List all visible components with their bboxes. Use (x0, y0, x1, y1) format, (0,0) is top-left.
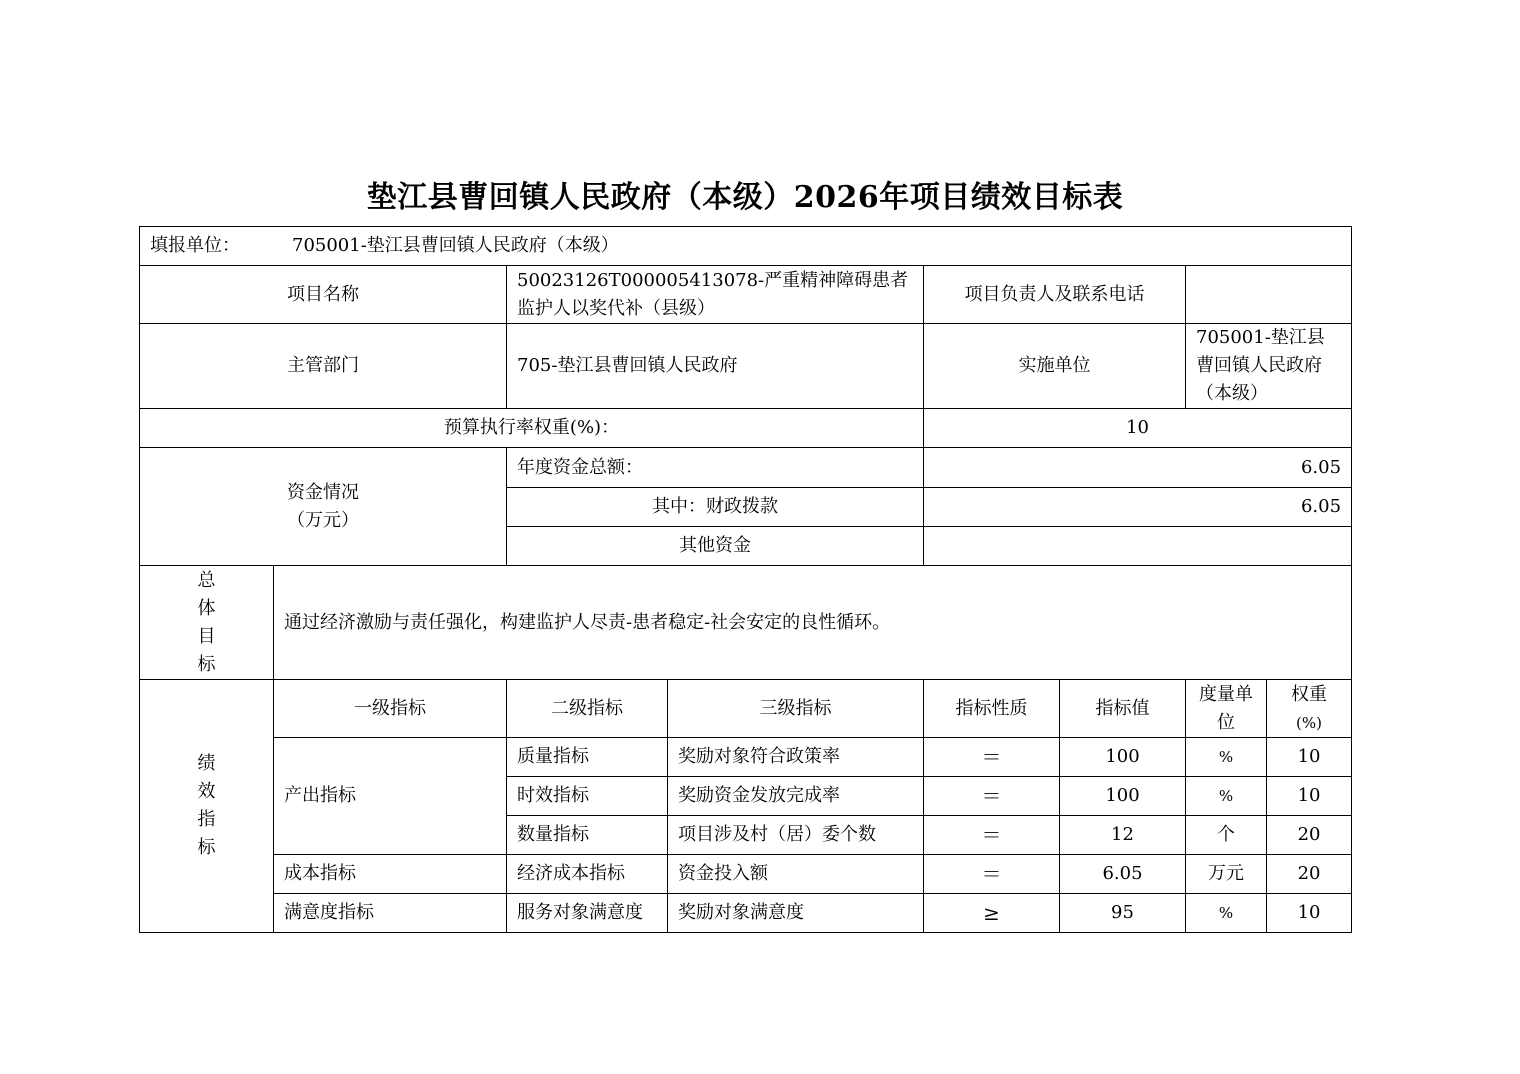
level1-output: 产出指标 (274, 738, 507, 855)
other-funds-value (924, 527, 1352, 566)
weight-cell: 20 (1267, 855, 1352, 894)
department-label: 主管部门 (140, 324, 507, 409)
level2-cell: 服务对象满意度 (507, 894, 668, 933)
annual-funds-row (140, 448, 1352, 488)
project-name-row (140, 266, 1352, 324)
unit-cell: 万元 (1186, 855, 1267, 894)
weight-cell: 20 (1267, 816, 1352, 855)
value-cell: 100 (1060, 777, 1186, 816)
overall-goal-row (140, 566, 1352, 680)
nature-cell: ＝ (924, 816, 1060, 855)
overall-goal-char: 总 (197, 569, 216, 591)
value-cell: 12 (1060, 816, 1186, 855)
level3-cell: 奖励资金发放完成率 (668, 777, 924, 816)
header-unit-line2: 位 (1217, 711, 1235, 733)
budget-weight-label: 预算执行率权重(%)： (140, 409, 924, 448)
nature-cell: ＝ (924, 855, 1060, 894)
annual-total-label: 年度资金总额： (507, 448, 924, 488)
indicator-row (140, 738, 1352, 777)
level2-cell: 质量指标 (507, 738, 668, 777)
indicators-char: 绩 (197, 753, 216, 774)
header-nature: 指标性质 (924, 680, 1060, 738)
value-cell: 6.05 (1060, 855, 1186, 894)
nature-cell: ≥ (924, 894, 1060, 933)
level3-cell: 奖励对象满意度 (668, 894, 924, 933)
funds-label-line1: 资金情况 (287, 481, 359, 503)
fill-unit-value: 705001-垫江县曹回镇人民政府（本级） (292, 235, 619, 256)
value-cell: 95 (1060, 894, 1186, 933)
level1-cost: 成本指标 (274, 855, 507, 894)
funds-label-line2: （万元） (287, 509, 359, 531)
indicators-label (140, 680, 274, 933)
funds-label (140, 448, 507, 566)
header-weight (1267, 680, 1352, 738)
header-unit-line1: 度量单 (1199, 683, 1253, 705)
unit-cell: % (1186, 777, 1267, 816)
weight-cell: 10 (1267, 738, 1352, 777)
department-row (140, 324, 1352, 409)
unit-cell: % (1186, 894, 1267, 933)
indicators-char: 效 (197, 781, 216, 802)
header-value: 指标值 (1060, 680, 1186, 738)
fiscal-value: 6.05 (924, 488, 1352, 527)
annual-total-value: 6.05 (924, 448, 1352, 488)
project-contact-value (1186, 266, 1352, 324)
budget-weight-row (140, 409, 1352, 448)
level3-cell: 项目涉及村（居）委个数 (668, 816, 924, 855)
unit-cell: % (1186, 738, 1267, 777)
level2-cell: 经济成本指标 (507, 855, 668, 894)
budget-weight-value: 10 (924, 409, 1352, 448)
project-name-label: 项目名称 (140, 266, 507, 324)
indicators-char: 标 (197, 837, 216, 858)
level3-cell: 资金投入额 (668, 855, 924, 894)
indicator-row (140, 855, 1352, 894)
performance-target-table (139, 226, 1352, 933)
overall-goal-text: 通过经济激励与责任强化，构建监护人尽责-患者稳定-社会安定的良性循环。 (274, 566, 1352, 680)
overall-goal-char: 体 (197, 597, 216, 619)
fiscal-label: 其中：财政拨款 (507, 488, 924, 527)
level3-cell: 奖励对象符合政策率 (668, 738, 924, 777)
header-level2: 二级指标 (507, 680, 668, 738)
project-contact-label: 项目负责人及联系电话 (924, 266, 1186, 324)
level2-cell: 时效指标 (507, 777, 668, 816)
nature-cell: ＝ (924, 777, 1060, 816)
fill-unit-label: 填报单位： (150, 235, 240, 256)
weight-cell: 10 (1267, 894, 1352, 933)
header-weight-line2: (%) (1296, 713, 1322, 732)
indicator-header-row (140, 680, 1352, 738)
overall-goal-label (140, 566, 274, 680)
header-level1: 一级指标 (274, 680, 507, 738)
level1-satisfaction: 满意度指标 (274, 894, 507, 933)
department-value: 705-垫江县曹回镇人民政府 (507, 324, 924, 409)
implementing-unit-value: 705001-垫江县曹回镇人民政府（本级） (1186, 324, 1352, 409)
implementing-unit-label: 实施单位 (924, 324, 1186, 409)
indicators-char: 指 (197, 809, 216, 830)
header-level3: 三级指标 (668, 680, 924, 738)
level2-cell: 数量指标 (507, 816, 668, 855)
fill-unit-row (140, 227, 1352, 266)
project-name-value: 50023126T000005413078-严重精神障碍患者监护人以奖代补（县级） (507, 266, 924, 324)
overall-goal-char: 目 (197, 625, 216, 647)
other-funds-label: 其他资金 (507, 527, 924, 566)
value-cell: 100 (1060, 738, 1186, 777)
page-title: 垫江县曹回镇人民政府（本级）2026年项目绩效目标表 (366, 180, 1124, 215)
nature-cell: ＝ (924, 738, 1060, 777)
fill-unit-cell (140, 227, 1352, 266)
indicator-row (140, 894, 1352, 933)
overall-goal-char: 标 (197, 653, 216, 675)
unit-cell: 个 (1186, 816, 1267, 855)
header-unit (1186, 680, 1267, 738)
header-weight-line1: 权重 (1291, 683, 1328, 705)
weight-cell: 10 (1267, 777, 1352, 816)
